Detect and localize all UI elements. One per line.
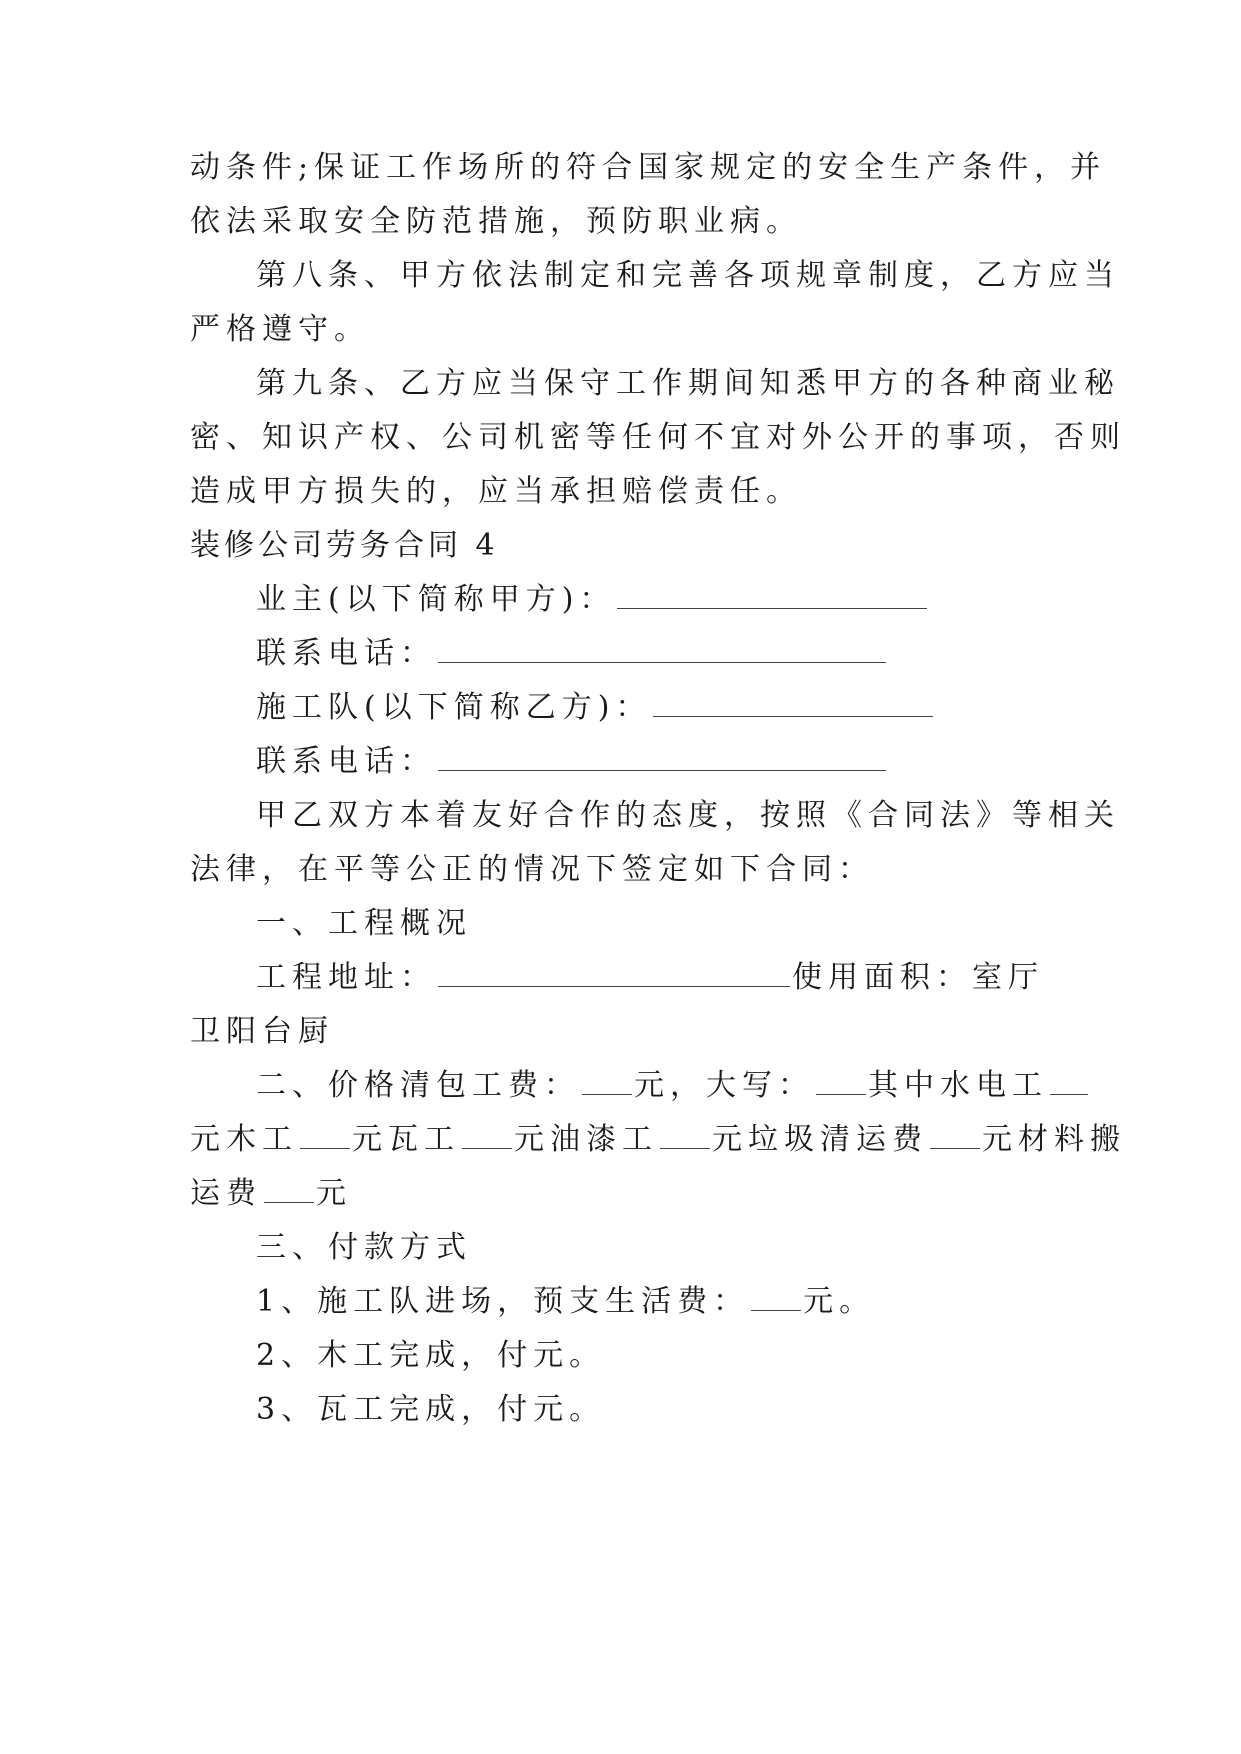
label: 业主(以下简称甲方)： [256, 582, 616, 617]
label: 运费 [190, 1176, 262, 1211]
text: 装修公司劳务合同 4 [190, 528, 499, 563]
text: 严格遵守。 [190, 312, 370, 347]
text: 甲乙双方本着友好合作的态度，按照《合同法》等相关 [256, 798, 1120, 833]
blank-line [462, 1126, 512, 1149]
paragraph-line [190, 150, 1106, 186]
text: 依法采取安全防范措施，预防职业病。 [190, 204, 802, 239]
blank-line [582, 1072, 632, 1095]
label: 使用面积：室厅 [792, 960, 1044, 995]
payment-item [256, 1338, 605, 1374]
paragraph-line [190, 312, 370, 348]
payment-item [256, 1284, 875, 1320]
blank-line [653, 694, 933, 717]
text: 2、木工完成，付元。 [256, 1338, 606, 1373]
blank-line [617, 586, 927, 609]
label: 元。 [803, 1284, 876, 1319]
label: 联系电话： [256, 744, 436, 779]
article-8 [256, 258, 1120, 294]
label: 元垃圾清运费 [712, 1122, 928, 1157]
label: 元木工 [190, 1122, 298, 1157]
blank-line [438, 640, 886, 663]
article-9 [256, 366, 1120, 402]
text: 造成甲方损失的，应当承担赔偿责任。 [190, 474, 802, 509]
project-address-field [256, 960, 1044, 996]
label: 施工队(以下简称乙方)： [256, 690, 652, 725]
label: 其中水电工 [868, 1068, 1048, 1103]
owner-phone-field [256, 636, 888, 672]
text: 第八条、甲方依法制定和完善各项规章制度，乙方应当 [256, 258, 1120, 293]
blank-line [1050, 1072, 1088, 1095]
blank-line [300, 1126, 350, 1149]
label: 元 [316, 1176, 352, 1211]
label: 元瓦工 [352, 1122, 460, 1157]
label: 元油漆工 [514, 1122, 658, 1157]
price-line [256, 1068, 1090, 1104]
label: 工程地址： [256, 960, 436, 995]
section-heading [256, 1230, 472, 1266]
paragraph-line [190, 852, 874, 888]
owner-field [256, 582, 929, 618]
contract-title [190, 528, 499, 564]
paragraph-line [190, 474, 802, 510]
label: 元材料搬 [982, 1122, 1126, 1157]
text: 密、知识产权、公司机密等任何不宜对外公开的事项，否则 [190, 420, 1126, 455]
text: 三、付款方式 [256, 1230, 472, 1265]
blank-line [438, 964, 790, 987]
label: 1、施工队进场，预支生活费： [256, 1284, 750, 1319]
price-line [190, 1122, 1126, 1158]
blank-line [438, 748, 886, 771]
text: 一、工程概况 [256, 906, 472, 941]
paragraph-line [190, 204, 802, 240]
preamble [256, 798, 1120, 834]
label: 元，大写： [634, 1068, 814, 1103]
label: 二、价格清包工费： [256, 1068, 580, 1103]
label: 联系电话： [256, 636, 436, 671]
blank-line [264, 1180, 314, 1203]
contractor-field [256, 690, 935, 726]
blank-line [751, 1288, 801, 1311]
text: 法律，在平等公正的情况下签定如下合同： [190, 852, 874, 887]
text: 卫阳台厨 [190, 1014, 334, 1049]
payment-item [256, 1392, 605, 1428]
paragraph-line [190, 1014, 334, 1050]
blank-line [660, 1126, 710, 1149]
text: 第九条、乙方应当保守工作期间知悉甲方的各种商业秘 [256, 366, 1120, 401]
paragraph-line [190, 420, 1126, 456]
contractor-phone-field [256, 744, 888, 780]
text: 3、瓦工完成，付元。 [256, 1392, 606, 1427]
text: 动条件;保证工作场所的符合国家规定的安全生产条件，并 [190, 150, 1107, 185]
blank-line [816, 1072, 866, 1095]
blank-line [930, 1126, 980, 1149]
price-line [190, 1176, 352, 1212]
section-heading [256, 906, 472, 942]
